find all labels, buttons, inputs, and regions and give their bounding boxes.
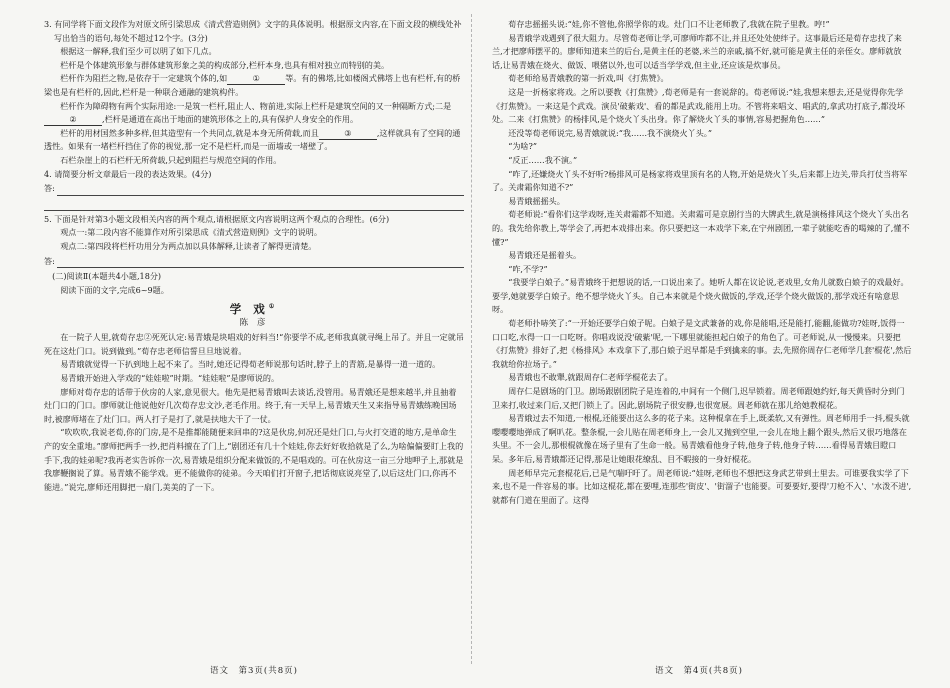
q3-para-4: 栏杆作为障碍物有两个实际用途:一是筑一栏杆,阻止人、物前进,实际上栏杆是建筑空间的又一种隔断方式;二是② ,栏杆是通道在高出于地面的建筑形体之上的,具有保护人身安全的作用。 xyxy=(44,100,464,127)
story-para: 荀老师扑哧笑了:“一开始还要学白娘子呢。白娘子是文武兼备的戏,你是能唱,还是能打,能翻,能做功?娃呀,饭得一口口吃,水得一口一口吃呀。你唱戏说没'破紫'呢,一下哪里就能担起白娘子的角色了。可老师说,从一慢慢来。只要把《打焦赞》排好了,把《杨排风》本戏拿下了,那白娘子迟早都是手到擒来的事。去,先照你周存仁老师学几套'棍花',然后我就给你拉场子。” xyxy=(492,318,912,369)
story-para: 荀存忠摇摇头说:“娃,你不管他,你照学你的戏。灶门口不让老师教了,我就在院子里教。哼!” xyxy=(508,19,830,29)
story-para: “我要学白娘子。”易青娥终于把想说的话,一口说出来了。她听人都在议论说,老戏里,女角儿就数白娘子的戏最好。要学,她就要学白娘子。绝不想学烧火丫头。自己本来就是个烧火做饭的,学戏,还学个烧火做饭的,那学戏还有啥意思呀。 xyxy=(492,277,909,315)
question-3-prompt: 3. 有同学将下面文段作为对原文所引梁思成《清式营造则例》文字的具体说明。根据原文内容,在下面文段的横线处补写出恰当的语句,每处不超过12个字。(3分) xyxy=(44,19,462,43)
story-para: “咋了,还嫌烧火丫头不好听?杨排风可是杨家将戏里顶有名的人物,开始是烧火丫头,后来都上边关,带兵打仗当将军了。关肃霜你知道不?” xyxy=(492,168,908,193)
answer-blank-1[interactable]: ① xyxy=(227,73,285,85)
section-instruction: 阅读下面的文字,完成6~9题。 xyxy=(60,284,169,295)
page-divider xyxy=(471,14,472,664)
story-para: “反正……我不演。” xyxy=(508,154,578,165)
story-para: 易青娥学戏遇到了很大阻力。尽管荀老师让学,可廖师咋都不让,并且还处处使绊子。这事最后还是荀存忠找了来兰,才把廖师摆平的。廖师知道来兰的后台,是黄主任的老婆,米兰的亲戚,搞不好,就可能是黄主任的亲侄女。廖师就放话,让易青娥在烧火、做饭、喂猪以外,也可以适当学学戏,但主业,还应该是炊事员。 xyxy=(492,32,902,70)
story-para: “咋,不学?” xyxy=(508,263,548,274)
story-para-1: 在一院子人里,就荀存忠②死死认定:易青娥是块唱戏的好料当!“你要学不成,老师我真就寻绳上吊了。并且一定就吊死在这灶门口。说到做到。”荀存忠老师信誓旦旦地说着。 xyxy=(44,332,464,356)
answer-blank-3[interactable]: ③ xyxy=(319,128,377,140)
story-para: 易青娥过去不知道,一根棍,还能要出这么多的花子来。这种棍拿在手上,既柔软,又有弹性。周老师用手一抖,棍头就嘤嘤嘤地弹成了啊叭花。整条棍,一会儿贴在周老师身上,一会儿又抛到空里,一会儿在地上翻个跟头,然后又很巧地落在头里。不一会儿,那根棍就像在场子里有了生命一般。易青娥看他身子转,他身子转,他身子转……看得易青娥目瞪口呆。多年后,易青娥都还记得,那是让她眼花缭乱、目不暇接的一身好棍花。 xyxy=(492,413,910,464)
story-para: 易青娥也不敢犟,就跟周存仁老师学棍花去了。 xyxy=(508,372,673,383)
story-para: 易青娥摇摇头。 xyxy=(508,195,565,206)
answer-blank-2[interactable]: ② xyxy=(44,114,102,126)
story-para-2: 易青娥就觉得一下扒到地上起不来了。当时,她还记得荀老师说那句话时,脖子上的青筋,是暴得一道一道的。 xyxy=(60,359,441,370)
story-para-3: 易青娥开始进入学戏的“娃娃啦”时期。“娃娃啦”是廖师说的。 xyxy=(60,373,280,384)
story-author: 陈 彦 xyxy=(239,317,269,328)
story-para: 还没等荀老师说完,易青娥就说:“我……我不演烧火丫头。” xyxy=(508,127,712,138)
story-para: 荀老师说:“看你们这学戏呀,连关肃霜都不知道。关肃霜可是京剧行当的大牌武生,就是演杨排风这个烧火丫头出名的。我先给你教上,等学会了,再把本戏排出来。你只要把这一本戏学下来,在宁州剧团,一辈子就能吃香的喝辣的了,懂不懂?” xyxy=(492,209,910,247)
q5-view-2: 观点二:第四段将栏杆功用分为两点加以具体解释,让读者了解得更清楚。 xyxy=(60,240,317,251)
q3-para-1: 根据这一解释,我们至少可以明了如下几点。 xyxy=(60,46,217,57)
page-4 xyxy=(492,18,912,658)
section-header: (二)阅读Ⅱ(本题共4小题,18分) xyxy=(52,271,162,282)
answer-line-q5[interactable]: 答: xyxy=(44,255,464,269)
page-footer-4: 语文 第4页(共8页) xyxy=(655,666,743,676)
question-4-prompt: 4. 请简要分析文章最后一段的表达效果。(4分) xyxy=(44,168,212,179)
q5-view-1: 观点一:第二段内容不能算作对所引梁思成《清式营造则例》文字的说明。 xyxy=(60,227,322,238)
story-para-4: 廖师对荀存忠的话带于伙房的人家,意见很大。他先是把易青娥叫去谈话,没管用。易青娥还是想来越半,并且抽着灶门口的门口。廖师就让他说他好几次荀存忠文沙,老毛作用。终于,有一天早上,易青娥天生又来指导易青娥练晚国场时,被廖师堵在了灶门口。两人打子是打了,就是扶地大干了一仗。 xyxy=(44,386,457,424)
answer-line-q4[interactable]: 答: xyxy=(44,182,464,196)
q3-para-6: 石栏杂崖上的石栏杆无所荷载,只起到阻拦与规范空间的作用。 xyxy=(60,154,282,165)
q3-para-2: 栏杆是个体建筑形象与群体建筑形象之美的构成部分,栏杆本身,也具有相对独立而特别的美。 xyxy=(60,59,390,70)
story-para: 周老师早完元套棍花后,已是气喘吁吁了。周老师说:“娃呀,老师也不想把这身武艺带到土里去。可谁要我实学了下来,也不是一件容易的事。比如这棍花,都在要哩,连那些'街皮'、'街溜子'也能要。可要要好,要得'刀枪不入'、'水泼不进',就都有门道在里面了。这得 xyxy=(492,467,912,505)
q3-para-3: 栏杆作为阻拦之物,是依存于一定建筑个体的,如 ① 等。有的佛塔,比如楼阁式佛塔上也有栏杆,有的桥梁也是有栏杆的,因此,栏杆是一种联合通融的建筑构件。 xyxy=(44,73,461,97)
story-heading xyxy=(44,300,464,330)
page-footer-3: 语文 第3页(共8页) xyxy=(210,666,298,676)
story-para: 周存仁是剧场的门卫。剧场跟剧团院子是连着的,中间有一个侧门,迟早锁着。周老师跟她约好,每天黄昏时分到门卫来打,收过来门后,又把门锁上了。因此,剧场院子很安静,也很宽展。周老师就在那儿给她教棍花。 xyxy=(492,386,905,410)
story-para: 荀老师给易青娥教的第一折戏,叫《打焦赞》。 xyxy=(508,73,669,84)
answer-rule[interactable] xyxy=(44,198,464,211)
story-para-5: “吹吹吹,我说老荀,你的门房,是不是推都能随便来回串的?这是伙房,何况还是灶门口,与火打交道的地方,是单命生产的安全重地。”廖师把两手一抄,把肖料擅在了门上,“剧团还有几十个娃娃,你去好好收拾就是了么,为啥偏偏要盯上我的手下,我的娃弟呢?我再老实告诉你一次,易青娥是组织分配来做饭的,不是唱戏的。可在伙房这一亩三分地呷子上,那就是我廖鞭搁说了算。易青娥不能学戏。更不能做你的徒弟。今天咱们打开窗子,把话彻底说亮堂了,以后这灶门口,你再不能进。”说完,廖师还用脚把一扇门,美美的了一下。 xyxy=(44,427,464,492)
story-para: 这是一折杨家将戏。之所以要教《打焦赞》,荀老师是有一套说辞的。荀老师说:“娃,我想来想去,还是觉得你先学《打焦赞》。一来这是个武戏。演员'破紫戏'、看的都是武戏,能用上功。不管将来唱文、唱武的,拿武功打底子,都没坏处。二来《打焦赞》的杨排风,是个烧火丫头出身。你了解烧火丫头的事情,容易把握角色……” xyxy=(492,86,905,125)
story-para: 易青娥还是摇着头。 xyxy=(508,250,582,261)
question-5-prompt: 5. 下面是针对第3小题文段相关内容的两个观点,请根据原文内容说明这两个观点的合理性。(6分) xyxy=(44,213,390,224)
page-3 xyxy=(44,18,464,658)
story-title: 学 戏① xyxy=(229,302,279,317)
q3-para-5: 栏杆的用材国然多种多样,但其造型有一个共同点,就是本身无所荷载,而且 ③ ,这样就具有了空间的通透性。如果有一堵栏杆挡住了你的视觉,那一定不是栏杆,而是一面墙或一堵壁了。 xyxy=(44,127,461,152)
story-para: “为啥?” xyxy=(508,141,537,152)
